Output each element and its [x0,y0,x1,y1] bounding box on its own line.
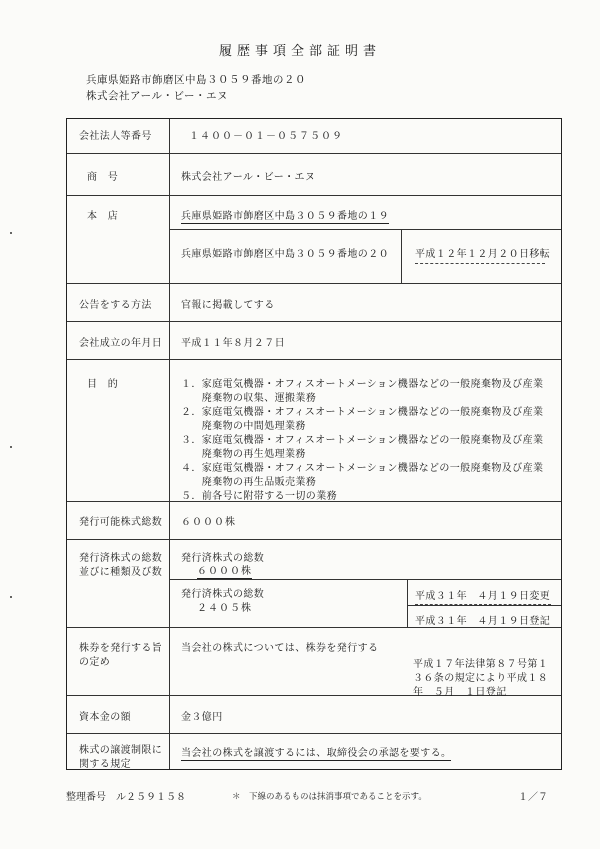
authorized-shares-label: 発行可能株式総数 [79,517,163,528]
certificates-note: ３６条の規定により平成１８ [413,673,549,684]
name-label: 商 号 [87,172,119,183]
certificates-label: の定め [79,657,111,668]
purpose-item: １．家庭電気機器・オフィスオートメーション機器などの一般廃棄物及び産業 [181,379,544,390]
row-divider [67,321,561,322]
capital-value: 金３億円 [181,712,223,723]
scan-mark [10,596,12,598]
row-divider [67,153,561,154]
issued-shares-label: 発行済株式の総数 [79,553,163,564]
dashed-line [415,263,545,264]
sub-divider [169,229,561,230]
column-divider [169,119,170,769]
row-divider [67,733,561,734]
name-value: 株式会社アール・ビー・エヌ [181,172,316,183]
purpose-item: 廃棄物の再生処理業務 [181,449,306,460]
purpose-item: ４．家庭電気機器・オフィスオートメーション機器などの一般廃棄物及び産業 [181,463,544,474]
issued-shares-register-note: 平成３１年 ４月１９日登記 [415,616,551,627]
head-office-new: 兵庫県姫路市飾磨区中島３０５９番地の２０ [181,249,389,260]
purpose-item: 廃棄物の収集、運搬業務 [181,393,317,404]
head-office-label: 本 店 [87,211,119,222]
row-divider [67,195,561,196]
purpose-item: ３．家庭電気機器・オフィスオートメーション機器などの一般廃棄物及び産業 [181,435,544,446]
scan-mark [10,232,12,234]
authorized-shares-value: ６０００株 [181,517,236,528]
certificates-value: 当会社の株式については、株券を発行する [181,643,379,654]
transfer-value: 当会社の株式を譲渡するには、取締役会の承認を要する。 [181,744,451,761]
notice-label: 公告をする方法 [79,300,152,311]
row-divider [67,627,561,628]
corp-no-label: 会社法人等番号 [79,131,152,142]
issued-shares-old-value: ６０００株 [197,562,252,579]
purpose-item: ５．前各号に附帯する一切の業務 [181,491,337,502]
issued-shares-old-title: 発行済株式の総数 [181,553,265,564]
corp-no-value: １４００－０１－０５７５０９ [189,131,343,142]
issued-shares-new-value: ２４０５株 [197,603,252,614]
page-number: １／７ [518,792,548,803]
register-table [66,118,562,770]
footer-note: ＊ 下線のあるものは抹消事項であることを示す。 [232,792,427,802]
issued-shares-new-title: 発行済株式の総数 [181,589,265,600]
scan-mark [10,446,12,448]
sub-divider [169,579,561,580]
purpose-item: 廃棄物の再生品販売業務 [181,477,317,488]
header-address: 兵庫県姫路市飾磨区中島３０５９番地の２０ [86,74,306,86]
head-office-new-note: 平成１２年１２月２０日移転 [415,249,551,260]
transfer-label: 関する規定 [79,759,131,770]
document-title: 履歴事項全部証明書 [218,44,381,59]
purpose-label: 目 的 [87,379,119,390]
purpose-item: 廃棄物の中間処理業務 [181,421,306,432]
notice-value: 官報に掲載してする [181,300,275,311]
note-divider [401,229,402,283]
row-divider [67,539,561,540]
issued-shares-change-note: 平成３１年 ４月１９日変更 [415,591,551,602]
capital-label: 資本金の額 [79,712,131,723]
row-divider [67,283,561,284]
header-company: 株式会社アール・ビー・エヌ [86,90,229,102]
certificates-label: 株券を発行する旨 [79,643,163,654]
row-divider [67,359,561,360]
serial-number: 整理番号 ル２５９１５８ [66,792,186,803]
sub-divider [407,605,561,606]
head-office-old: 兵庫県姫路市飾磨区中島３０５９番地の１９ [181,207,389,224]
established-value: 平成１１年８月２７日 [181,338,285,349]
established-label: 会社成立の年月日 [79,338,163,349]
certificates-note: 平成１７年法律第８７号第１ [413,659,549,670]
transfer-label: 株式の譲渡制限に [79,745,163,756]
purpose-item: ２．家庭電気機器・オフィスオートメーション機器などの一般廃棄物及び産業 [181,407,544,418]
certificates-note: 年 ５月 １日登記 [413,687,507,698]
note-divider [407,579,408,627]
issued-shares-label: 並びに種類及び数 [79,567,163,578]
